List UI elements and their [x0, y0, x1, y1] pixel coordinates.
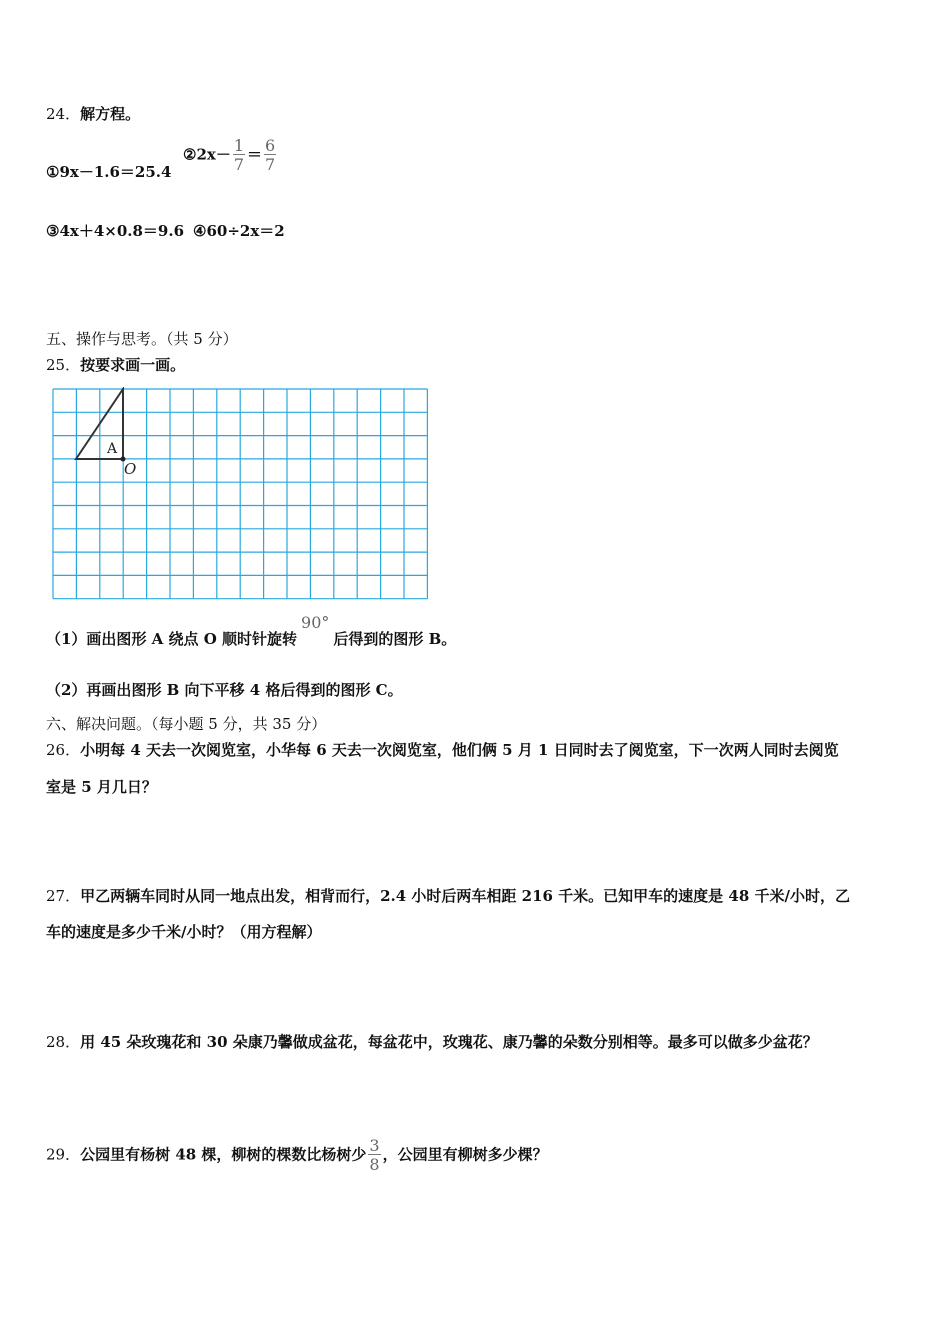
q26-line-1 [46, 739, 839, 760]
rotation-degrees: 90° [301, 613, 330, 632]
q25-part-2: （2）再画出图形 B 向下平移 4 格后得到的图形 C。 [46, 681, 403, 699]
label-a: A [107, 441, 118, 457]
q26-number: 26． [46, 741, 81, 759]
eq2-fraction-2-numerator: 6 [265, 136, 276, 155]
rotation-grid-figure [50, 387, 430, 601]
q24-number: 24． [46, 105, 81, 123]
q24-equation-4: ④60÷2x＝2 [193, 222, 285, 240]
q25-part-1 [46, 613, 457, 649]
eq2-fraction-1-numerator: 1 [233, 136, 245, 155]
q24-title: 解方程。 [80, 105, 141, 123]
q26-line-2: 室是 5 月几日？ [46, 778, 157, 796]
q25-number: 25． [46, 356, 81, 374]
q25-part-1-suffix: 后得到的图形 B。 [333, 630, 457, 648]
q27-number: 27． [46, 887, 81, 905]
q27-text-1: 甲乙两辆车同时从同一地点出发，相背而行，2.4 小时后两车相距 216 千米。已知甲车的速度是 48 千米/小时，乙 [80, 887, 850, 905]
q29-line [46, 1138, 548, 1173]
grid-lines [53, 389, 427, 599]
eq2-fraction-2-denominator: 7 [265, 155, 276, 174]
q24-header [46, 103, 140, 124]
eq2-fraction-1 [233, 138, 245, 173]
q24-equation-3: ③4x＋4×0.8＝9.6 [46, 222, 185, 240]
q24-equation-2 [183, 138, 278, 173]
label-o: O [124, 460, 137, 478]
eq2-equals: ＝ [247, 145, 263, 164]
section-5-heading: 五、操作与思考。（共 5 分） [46, 330, 238, 348]
q29-fraction-numerator: 3 [369, 1136, 380, 1155]
q29-fraction-denominator: 8 [369, 1155, 380, 1174]
q26-text-1: 小明每 4 天去一次阅览室，小华每 6 天去一次阅览室，他们俩 5 月 1 日同时去了阅览室，下一次两人同时去阅览 [80, 741, 839, 759]
q29-text-prefix: 公园里有杨树 48 棵，柳树的棵数比杨树少 [80, 1145, 367, 1164]
section-6-heading: 六、解决问题。（每小题 5 分，共 35 分） [46, 715, 327, 733]
q28-line [46, 1031, 818, 1052]
q24-equation-1: ①9x－1.6＝25.4 [46, 163, 172, 181]
q28-number: 28． [46, 1033, 81, 1051]
q27-line-2: 车的速度是多少千米/小时？（用方程解） [46, 923, 322, 941]
q29-number: 29． [46, 1145, 81, 1164]
q25-part-1-prefix: （1）画出图形 A 绕点 O 顺时针旋转 [46, 630, 298, 648]
q28-text: 用 45 朵玫瑰花和 30 朵康乃馨做成盆花，每盆花中，玫瑰花、康乃馨的朵数分别相等。最多可以做多少盆花？ [80, 1033, 818, 1051]
eq2-fraction-2 [264, 138, 276, 173]
q25-title: 按要求画一画。 [80, 356, 186, 374]
eq2-prefix: ②2x－ [183, 145, 231, 164]
q27-line-1 [46, 885, 850, 906]
q29-fraction [368, 1138, 380, 1173]
eq2-fraction-1-denominator: 7 [233, 155, 245, 174]
q29-text-suffix: ，公园里有柳树多少棵？ [382, 1145, 548, 1164]
q25-header [46, 354, 185, 375]
